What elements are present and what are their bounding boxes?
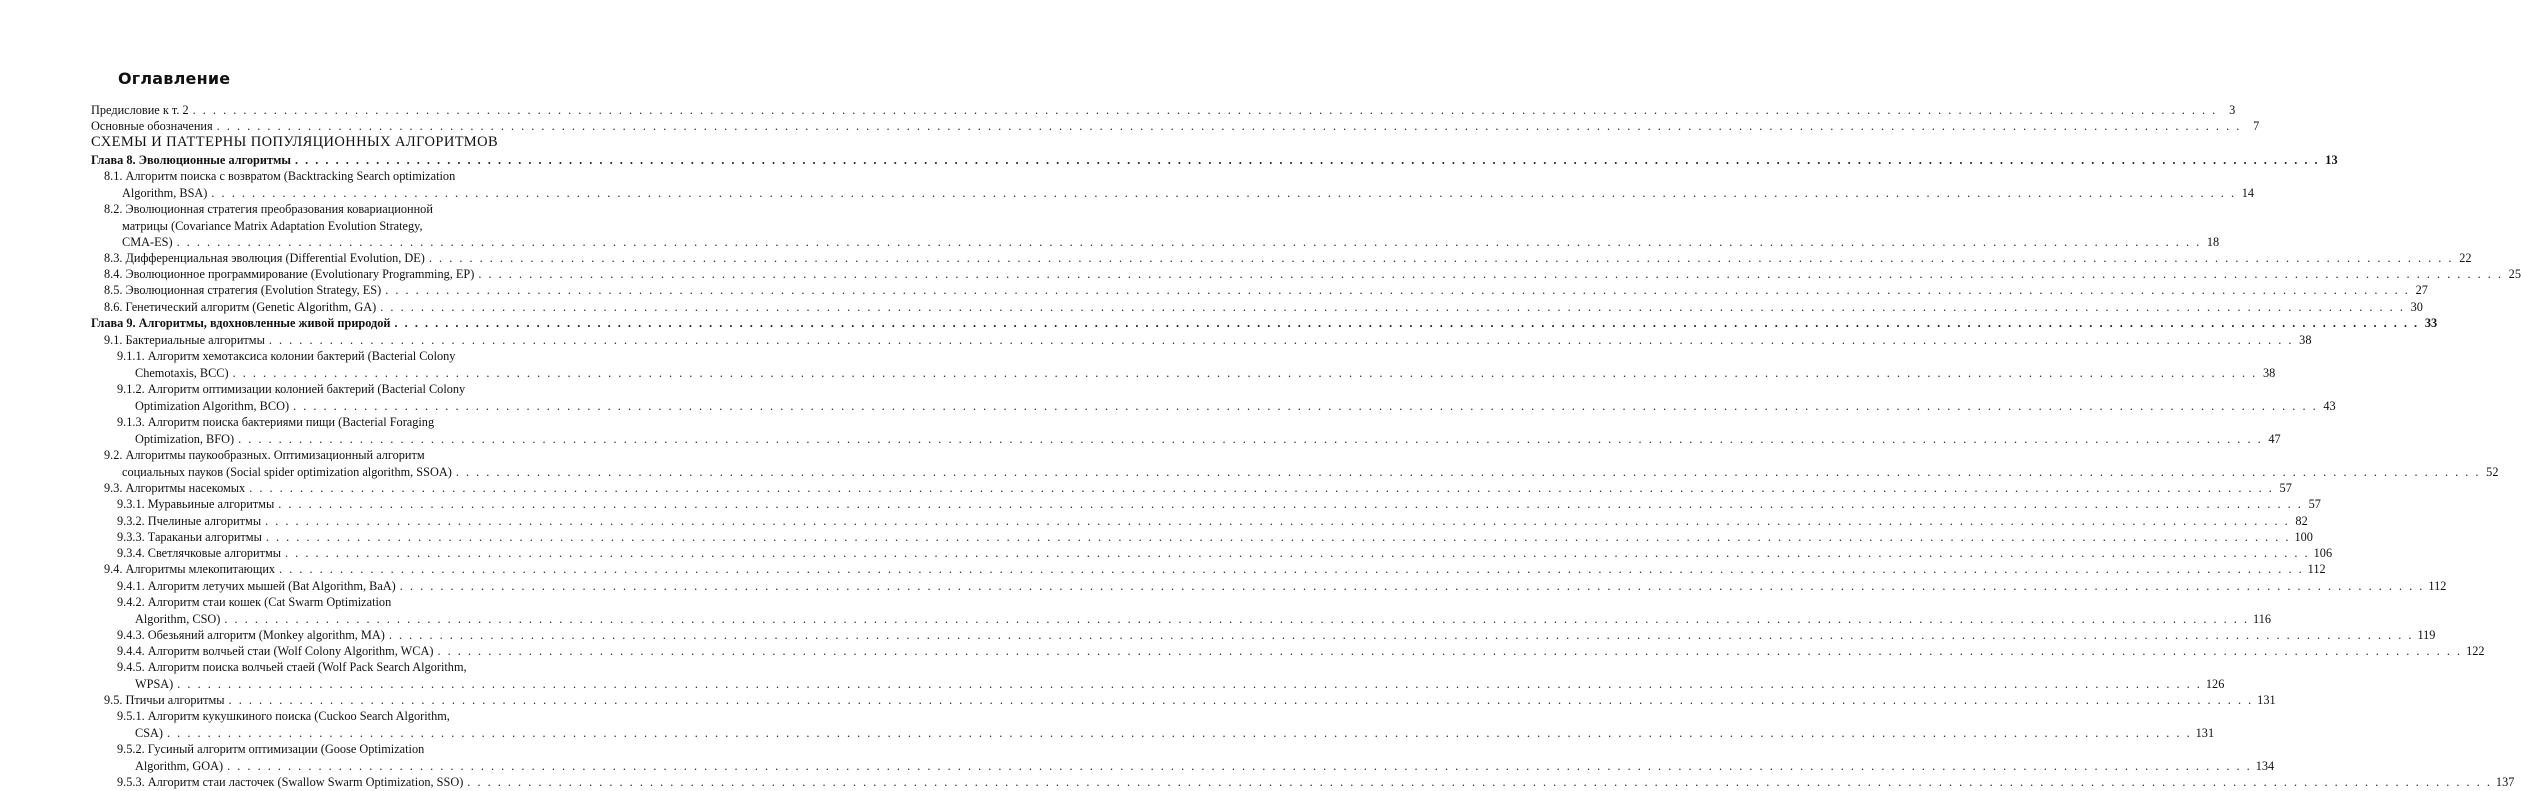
page-number: 119 — [2417, 628, 2436, 642]
page-number: 131 — [2195, 725, 2215, 740]
page-number: 116 — [2253, 611, 2272, 626]
dot-leader: . . . . . . . . . . . . . . . . . . . . . . . . . . . . . . . . . . . . . . . . . . . . . . . . . . . . . . . . . . . . . . . . . . . . . . . . . . . . . . . . . . . . . . . . . . . . . . . . . . . . . . . . . . . . . . . . . . . . . . . . . . . . . . . . . . . . . . . . . . . . . . . . . . . . . . . . . . . . . . . . . . . . . . . . . . . . . . . . . . . . . . . . . . . . . . . . . . . . . . . . — [279, 562, 2304, 576]
page-number: 25 — [2508, 267, 2521, 281]
toc-entry[interactable] — [117, 381, 2336, 414]
page-number: 38 — [2262, 365, 2276, 380]
toc-entry[interactable] — [117, 578, 2447, 595]
dot-leader: . . . . . . . . . . . . . . . . . . . . . . . . . . . . . . . . . . . . . . . . . . . . . . . . . . . . . . . . . . . . . . . . . . . . . . . . . . . . . . . . . . . . . . . . . . . . . . . . . . . . . . . . . . . . . . . . . . . . . . . . . . . . . . . . . . . . . . . . . . . . . . . . . . . . . . . . . . . . . . . . . . . . . . . . . . . . . . . . . . . . . . . . . . . . . . . . . . . . . . . . — [294, 153, 2320, 167]
toc-entry-line — [104, 168, 518, 185]
toc-entry-line — [117, 365, 2276, 382]
toc-entry-line — [117, 545, 2333, 562]
toc-entry[interactable] — [104, 266, 2521, 283]
toc-entry-line — [91, 152, 2338, 169]
toc-entry-line — [104, 299, 2423, 316]
dot-leader: . . . . . . . . . . . . . . . . . . . . . . . . . . . . . . . . . . . . . . . . . . . . . . . . . . . . . . . . . . . . . . . . . . . . . . . . . . . . . . . . . . . . . . . . . . . . . . . . . . . . . . . . . . . . . . . . . . . . . . . . . . . . . . . . . . . . . . . . . . . . . . . . . . . . . . . . . . . . . . . . . . . . . . . . . . . . . . . . . . . . . . . . . . . . . . . . . . . . . . . . — [249, 481, 2274, 495]
page-title: Оглавление — [118, 69, 231, 88]
dot-leader: . . . . . . . . . . . . . . . . . . . . . . . . . . . . . . . . . . . . . . . . . . . . . . . . . . . . . . . . . . . . . . . . . . . . . . . . . . . . . . . . . . . . . . . . . . . . . . . . . . . . . . . . . . . . . . . . . . . . . . . . . . . . . . . . . . . . . . . . . . . . . . . . . . . . . . . . . . . . . . . . . . . . . . . . . . . . . . . . . . . . . . . . . . . . . . . . . . . . . . . . — [265, 514, 2290, 528]
toc-entry-line — [104, 282, 2428, 299]
dot-leader: . . . . . . . . . . . . . . . . . . . . . . . . . . . . . . . . . . . . . . . . . . . . . . . . . . . . . . . . . . . . . . . . . . . . . . . . . . . . . . . . . . . . . . . . . . . . . . . . . . . . . . . . . . . . . . . . . . . . . . . . . . . . . . . . . . . . . . . . . . . . . . . . . . . . . . . . . . . . . . . . . . . . . . . . . . . . . . . . . . . . . . . . . . . . . . . . . . . . . . . . — [211, 185, 2237, 200]
toc-entry-text: 9.4.4. Алгоритм волчьей стаи (Wolf Colony Algorithm, WCA) — [117, 644, 434, 658]
toc-entry-text: 9.3.4. Светлячковые алгоритмы — [117, 546, 282, 560]
page-number: 7 — [2253, 119, 2260, 133]
dot-leader: . . . . . . . . . . . . . . . . . . . . . . . . . . . . . . . . . . . . . . . . . . . . . . . . . . . . . . . . . . . . . . . . . . . . . . . . . . . . . . . . . . . . . . . . . . . . . . . . . . . . . . . . . . . . . . . . . . . . . . . . . . . . . . . . . . . . . . . . . . . . . . . . . . . . . . . . . . . . . . . . . . . . . . . . . . . . . . . . . . . . . . . . . . . . . . . . . . . . . . . . — [224, 611, 2250, 626]
toc-entry-text: CSA) — [135, 725, 164, 740]
page-number: 57 — [2308, 497, 2321, 511]
toc-entry-text: 9.5.3. Алгоритм стаи ласточек (Swallow Swarm Optimization, SSO) — [117, 775, 464, 789]
toc-entry-line — [91, 102, 2236, 119]
toc-entry-line — [117, 627, 2436, 644]
toc-entry[interactable] — [104, 480, 2292, 497]
dot-leader: . . . . . . . . . . . . . . . . . . . . . . . . . . . . . . . . . . . . . . . . . . . . . . . . . . . . . . . . . . . . . . . . . . . . . . . . . . . . . . . . . . . . . . . . . . . . . . . . . . . . . . . . . . . . . . . . . . . . . . . . . . . . . . . . . . . . . . . . . . . . . . . . . . . . . . . . . . . . . . . . . . . . . . . . . . . . . . . . . . . . . . . . . . . . . . . . . . . . . . . . — [278, 497, 2303, 511]
toc-entry[interactable] — [104, 282, 2428, 299]
toc-entry-text: 8.2. Эволюционная стратегия преобразования ковариационной — [104, 202, 433, 216]
page-number: 14 — [2241, 185, 2255, 200]
toc-entry-line — [104, 218, 518, 235]
dot-leader: . . . . . . . . . . . . . . . . . . . . . . . . . . . . . . . . . . . . . . . . . . . . . . . . . . . . . . . . . . . . . . . . . . . . . . . . . . . . . . . . . . . . . . . . . . . . . . . . . . . . . . . . . . . . . . . . . . . . . . . . . . . . . . . . . . . . . . . . . . . . . . . . . . . . . . . . . . . . . . . . . . . . . . . . . . . . . . . . . . . . . . . . . . . . . . . . . . . . . . . . — [455, 464, 2481, 479]
toc-entry-text: 9.1.3. Алгоритм поиска бактериями пищи (Bacterial Foraging — [117, 415, 435, 429]
page-number: 52 — [2486, 464, 2499, 479]
toc-entry-text: 9.1.2. Алгоритм оптимизации колонией бактерий (Bacterial Colony — [117, 382, 466, 396]
toc-entry-text: 9.5.1. Алгоритм кукушкиного поиска (Cuckoo Search Algorithm, — [117, 709, 450, 723]
toc-entry-line — [104, 561, 2326, 578]
toc-entry-line — [117, 643, 2485, 660]
dot-leader: . . . . . . . . . . . . . . . . . . . . . . . . . . . . . . . . . . . . . . . . . . . . . . . . . . . . . . . . . . . . . . . . . . . . . . . . . . . . . . . . . . . . . . . . . . . . . . . . . . . . . . . . . . . . . . . . . . . . . . . . . . . . . . . . . . . . . . . . . . . . . . . . . . . . . . . . . . . . . . . . . . . . . . . . . . . . . . . . . . . . . . . . . . . . . . . . . . . . . . . . — [265, 530, 2291, 544]
toc-entry-text: Основные обозначения — [91, 119, 213, 133]
toc-entry-text: 8.6. Генетический алгоритм (Genetic Algorithm, GA) — [104, 300, 377, 314]
dot-leader: . . . . . . . . . . . . . . . . . . . . . . . . . . . . . . . . . . . . . . . . . . . . . . . . . . . . . . . . . . . . . . . . . . . . . . . . . . . . . . . . . . . . . . . . . . . . . . . . . . . . . . . . . . . . . . . . . . . . . . . . . . . . . . . . . . . . . . . . . . . . . . . . . . . . . . . . . . . . . . . . . . . . . . . . . . . . . . . . . . . . . . . . . . . . . . . . . . . . . . . . — [192, 103, 2218, 117]
dot-leader: . . . . . . . . . . . . . . . . . . . . . . . . . . . . . . . . . . . . . . . . . . . . . . . . . . . . . . . . . . . . . . . . . . . . . . . . . . . . . . . . . . . . . . . . . . . . . . . . . . . . . . . . . . . . . . . . . . . . . . . . . . . . . . . . . . . . . . . . . . . . . . . . . . . . . . . . . . . . . . . . . . . . . . . . . . . . . . . . . . . . . . . . . . . . . . . . . . . . . . . . — [428, 251, 2454, 265]
toc-entry[interactable] — [117, 545, 2333, 562]
toc-entry-line — [117, 594, 518, 611]
toc-entry[interactable] — [117, 741, 2275, 774]
toc-entry-text: Optimization Algorithm, BCO) — [135, 398, 290, 413]
toc-entry-line — [117, 398, 2336, 415]
dot-leader: . . . . . . . . . . . . . . . . . . . . . . . . . . . . . . . . . . . . . . . . . . . . . . . . . . . . . . . . . . . . . . . . . . . . . . . . . . . . . . . . . . . . . . . . . . . . . . . . . . . . . . . . . . . . . . . . . . . . . . . . . . . . . . . . . . . . . . . . . . . . . . . . . . . . . . . . . . . . . . . . . . . . . . . . . . . . . . . . . . . . . . . . . . . . . . . . . . . . . . . . — [216, 119, 2242, 133]
toc-entry-line — [104, 185, 2255, 202]
page-number: 33 — [2424, 316, 2438, 330]
page-number: 18 — [2206, 235, 2220, 249]
toc-entry[interactable] — [117, 594, 2272, 627]
dot-leader: . . . . . . . . . . . . . . . . . . . . . . . . . . . . . . . . . . . . . . . . . . . . . . . . . . . . . . . . . . . . . . . . . . . . . . . . . . . . . . . . . . . . . . . . . . . . . . . . . . . . . . . . . . . . . . . . . . . . . . . . . . . . . . . . . . . . . . . . . . . . . . . . . . . . . . . . . . . . . . . . . . . . . . . . . . . . . . . . . . . . . . . . . . . . . . . . . . . . . . . . — [388, 628, 2414, 642]
toc-entry[interactable] — [117, 348, 2276, 381]
toc-entry[interactable] — [117, 774, 2515, 791]
toc-entry-text: 8.1. Алгоритм поиска с возвратом (Backtracking Search optimization — [104, 169, 456, 183]
toc-entry[interactable] — [117, 496, 2321, 513]
toc-entry-line — [117, 414, 518, 431]
toc-entry-line — [117, 496, 2321, 513]
toc-entry-text: WPSA) — [135, 676, 174, 691]
toc-entry[interactable] — [91, 102, 2236, 119]
toc-entry-text: 9.2. Алгоритмы паукообразных. Оптимизационный алгоритм — [104, 448, 425, 462]
toc-entry-line — [117, 348, 518, 365]
toc-entry-text: Глава 9. Алгоритмы, вдохновленные живой природой — [91, 316, 391, 330]
toc-entry-line — [104, 447, 518, 464]
toc-entry-text: 9.4.5. Алгоритм поиска волчьей стаей (Wolf Pack Search Algorithm, — [117, 660, 467, 674]
page-number: 134 — [2255, 758, 2275, 773]
toc-entry[interactable] — [91, 315, 2438, 332]
dot-leader: . . . . . . . . . . . . . . . . . . . . . . . . . . . . . . . . . . . . . . . . . . . . . . . . . . . . . . . . . . . . . . . . . . . . . . . . . . . . . . . . . . . . . . . . . . . . . . . . . . . . . . . . . . . . . . . . . . . . . . . . . . . . . . . . . . . . . . . . . . . . . . . . . . . . . . . . . . . . . . . . . . . . . . . . . . . . . . . . . . . . . . . . . . . . . . . . . . . . . . . . — [385, 283, 2410, 297]
page-number: 13 — [2325, 153, 2338, 167]
toc-entry-text: 9.4. Алгоритмы млекопитающих — [104, 562, 276, 576]
toc-entry[interactable] — [117, 513, 2308, 530]
toc-entry-text: 9.5. Птичьи алгоритмы — [104, 693, 225, 707]
toc-entry-text: 9.3.2. Пчелиные алгоритмы — [117, 514, 262, 528]
toc-entry-line — [117, 513, 2308, 530]
toc-entry-line — [91, 118, 2260, 135]
dot-leader: . . . . . . . . . . . . . . . . . . . . . . . . . . . . . . . . . . . . . . . . . . . . . . . . . . . . . . . . . . . . . . . . . . . . . . . . . . . . . . . . . . . . . . . . . . . . . . . . . . . . . . . . . . . . . . . . . . . . . . . . . . . . . . . . . . . . . . . . . . . . . . . . . . . . . . . . . . . . . . . . . . . . . . . . . . . . . . . . . . . . . . . . . . . . . . . . . . . . . . . . — [232, 365, 2258, 380]
toc-entry[interactable] — [104, 250, 2472, 267]
page-number: 131 — [2257, 693, 2276, 707]
dot-leader: . . . . . . . . . . . . . . . . . . . . . . . . . . . . . . . . . . . . . . . . . . . . . . . . . . . . . . . . . . . . . . . . . . . . . . . . . . . . . . . . . . . . . . . . . . . . . . . . . . . . . . . . . . . . . . . . . . . . . . . . . . . . . . . . . . . . . . . . . . . . . . . . . . . . . . . . . . . . . . . . . . . . . . . . . . . . . . . . . . . . . . . . . . . . . . . . . . . . . . . . — [478, 267, 2503, 281]
dot-leader: . . . . . . . . . . . . . . . . . . . . . . . . . . . . . . . . . . . . . . . . . . . . . . . . . . . . . . . . . . . . . . . . . . . . . . . . . . . . . . . . . . . . . . . . . . . . . . . . . . . . . . . . . . . . . . . . . . . . . . . . . . . . . . . . . . . . . . . . . . . . . . . . . . . . . . . . . . . . . . . . . . . . . . . . . . . . . . . . . . . . . . . . . . . . . . . . . . . . . . . . — [167, 725, 2192, 740]
page-number: 112 — [2428, 579, 2447, 593]
toc-entry[interactable] — [104, 692, 2276, 709]
toc-entry-text: 9.3.1. Муравьиные алгоритмы — [117, 497, 275, 511]
toc-entry-text: социальных пауков (Social spider optimization algorithm, SSOA) — [122, 464, 452, 479]
toc-entry-line — [117, 381, 518, 398]
dot-leader: . . . . . . . . . . . . . . . . . . . . . . . . . . . . . . . . . . . . . . . . . . . . . . . . . . . . . . . . . . . . . . . . . . . . . . . . . . . . . . . . . . . . . . . . . . . . . . . . . . . . . . . . . . . . . . . . . . . . . . . . . . . . . . . . . . . . . . . . . . . . . . . . . . . . . . . . . . . . . . . . . . . . . . . . . . . . . . . . . . . . . . . . . . . . . . . . . . . . . . . . — [176, 235, 2202, 249]
dot-leader: . . . . . . . . . . . . . . . . . . . . . . . . . . . . . . . . . . . . . . . . . . . . . . . . . . . . . . . . . . . . . . . . . . . . . . . . . . . . . . . . . . . . . . . . . . . . . . . . . . . . . . . . . . . . . . . . . . . . . . . . . . . . . . . . . . . . . . . . . . . . . . . . . . . . . . . . . . . . . . . . . . . . . . . . . . . . . . . . . . . . . . . . . . . . . . . . . . . . . . . . — [293, 398, 2318, 413]
toc-entry-text: 9.5.2. Гусиный алгоритм оптимизации (Goose Optimization — [117, 742, 425, 756]
toc-entry[interactable] — [117, 529, 2313, 546]
toc-entry-line — [104, 201, 518, 218]
toc-entry-line — [117, 431, 2281, 448]
toc-entry-text: 8.4. Эволюционное программирование (Evolutionary Programming, EP) — [104, 267, 475, 281]
toc-entry[interactable] — [104, 299, 2423, 316]
toc-entry-line — [104, 234, 2220, 251]
toc-entry-text: 9.3. Алгоритмы насекомых — [104, 481, 246, 495]
toc-entry-line — [117, 676, 2225, 693]
toc-entry[interactable] — [117, 627, 2436, 644]
page-number: 57 — [2279, 481, 2292, 495]
toc-entry[interactable] — [117, 643, 2485, 660]
toc-entry-text: Optimization, BFO) — [135, 431, 235, 446]
toc-entry-text: 9.1. Бактериальные алгоритмы — [104, 333, 265, 347]
dot-leader: . . . . . . . . . . . . . . . . . . . . . . . . . . . . . . . . . . . . . . . . . . . . . . . . . . . . . . . . . . . . . . . . . . . . . . . . . . . . . . . . . . . . . . . . . . . . . . . . . . . . . . . . . . . . . . . . . . . . . . . . . . . . . . . . . . . . . . . . . . . . . . . . . . . . . . . . . . . . . . . . . . . . . . . . . . . . . . . . . . . . . . . . . . . . . . . . . . . . . . . . — [177, 676, 2202, 691]
toc-entry-text: 8.5. Эволюционная стратегия (Evolution Strategy, ES) — [104, 283, 382, 297]
page-number: 106 — [2313, 546, 2333, 560]
page-number: 30 — [2410, 300, 2423, 314]
toc-entry-text: Глава 8. Эволюционные алгоритмы — [91, 153, 291, 167]
toc-entry-line — [117, 741, 518, 758]
dot-leader: . . . . . . . . . . . . . . . . . . . . . . . . . . . . . . . . . . . . . . . . . . . . . . . . . . . . . . . . . . . . . . . . . . . . . . . . . . . . . . . . . . . . . . . . . . . . . . . . . . . . . . . . . . . . . . . . . . . . . . . . . . . . . . . . . . . . . . . . . . . . . . . . . . . . . . . . . . . . . . . . . . . . . . . . . . . . . . . . . . . . . . . . . . . . . . . . . . . . . . . . — [380, 300, 2405, 314]
page-number: 3 — [2229, 103, 2236, 117]
page-number: 47 — [2268, 431, 2281, 446]
toc-entry-line — [104, 692, 2276, 709]
toc-entry-line — [104, 250, 2472, 267]
toc-entry-line — [117, 774, 2515, 791]
toc-entry-line — [117, 725, 2215, 742]
toc-entry-line — [91, 315, 2438, 332]
toc-entry-line — [104, 266, 2521, 283]
toc-entry-text: Предисловие к т. 2 — [91, 103, 189, 117]
dot-leader: . . . . . . . . . . . . . . . . . . . . . . . . . . . . . . . . . . . . . . . . . . . . . . . . . . . . . . . . . . . . . . . . . . . . . . . . . . . . . . . . . . . . . . . . . . . . . . . . . . . . . . . . . . . . . . . . . . . . . . . . . . . . . . . . . . . . . . . . . . . . . . . . . . . . . . . . . . . . . . . . . . . . . . . . . . . . . . . . . . . . . . . . . . . . . . . . . . . . . . . . — [238, 431, 2263, 446]
toc-entry-text: 9.4.3. Обезьяний алгоритм (Monkey algorithm, MA) — [117, 628, 385, 642]
page-number: 122 — [2466, 644, 2485, 658]
toc-entry[interactable] — [104, 447, 2499, 480]
toc-entry-text: 9.4.2. Алгоритм стаи кошек (Cat Swarm Optimization — [117, 595, 392, 609]
page-number: 126 — [2205, 676, 2225, 691]
toc-entry[interactable] — [104, 201, 2220, 251]
dot-leader: . . . . . . . . . . . . . . . . . . . . . . . . . . . . . . . . . . . . . . . . . . . . . . . . . . . . . . . . . . . . . . . . . . . . . . . . . . . . . . . . . . . . . . . . . . . . . . . . . . . . . . . . . . . . . . . . . . . . . . . . . . . . . . . . . . . . . . . . . . . . . . . . . . . . . . . . . . . . . . . . . . . . . . . . . . . . . . . . . . . . . . . . . . . . . . . . . . . . . . . . — [228, 693, 2254, 707]
page-number: 137 — [2495, 775, 2515, 789]
toc-entry[interactable] — [117, 414, 2281, 447]
toc-entry-text: CMA-ES) — [122, 235, 173, 249]
page-number: 38 — [2299, 333, 2312, 347]
page-number: 22 — [2459, 251, 2472, 265]
toc-entry-line — [117, 659, 518, 676]
dot-leader: . . . . . . . . . . . . . . . . . . . . . . . . . . . . . . . . . . . . . . . . . . . . . . . . . . . . . . . . . . . . . . . . . . . . . . . . . . . . . . . . . . . . . . . . . . . . . . . . . . . . . . . . . . . . . . . . . . . . . . . . . . . . . . . . . . . . . . . . . . . . . . . . . . . . . . . . . . . . . . . . . . . . . . . . . . . . . . . . . . . . . . . . . . . . . . . . . . . . . . . . — [437, 644, 2463, 658]
toc-entry-text: матрицы (Covariance Matrix Adaptation Evolution Strategy, — [122, 218, 423, 233]
toc-entry-line — [104, 480, 2292, 497]
toc-entry-text: Algorithm, CSO) — [135, 611, 221, 626]
page-number: 112 — [2307, 562, 2326, 576]
part-title: СХЕМЫ И ПАТТЕРНЫ ПОПУЛЯЦИОННЫХ АЛГОРИТМОВ — [91, 134, 499, 150]
dot-leader: . . . . . . . . . . . . . . . . . . . . . . . . . . . . . . . . . . . . . . . . . . . . . . . . . . . . . . . . . . . . . . . . . . . . . . . . . . . . . . . . . . . . . . . . . . . . . . . . . . . . . . . . . . . . . . . . . . . . . . . . . . . . . . . . . . . . . . . . . . . . . . . . . . . . . . . . . . . . . . . . . . . . . . . . . . . . . . . . . . . . . . . . . . . . . . . . . . . . . . . . — [227, 758, 2252, 773]
toc-entry-line — [117, 708, 518, 725]
dot-leader: . . . . . . . . . . . . . . . . . . . . . . . . . . . . . . . . . . . . . . . . . . . . . . . . . . . . . . . . . . . . . . . . . . . . . . . . . . . . . . . . . . . . . . . . . . . . . . . . . . . . . . . . . . . . . . . . . . . . . . . . . . . . . . . . . . . . . . . . . . . . . . . . . . . . . . . . . . . . . . . . . . . . . . . . . . . . . . . . . . . . . . . . . . . . . . . . . . . . . . . . — [285, 546, 2310, 560]
toc-entry-line — [117, 529, 2313, 546]
dot-leader: . . . . . . . . . . . . . . . . . . . . . . . . . . . . . . . . . . . . . . . . . . . . . . . . . . . . . . . . . . . . . . . . . . . . . . . . . . . . . . . . . . . . . . . . . . . . . . . . . . . . . . . . . . . . . . . . . . . . . . . . . . . . . . . . . . . . . . . . . . . . . . . . . . . . . . . . . . . . . . . . . . . . . . . . . . . . . . . . . . . . . . . . . . . . . . . . . . . . . . . . — [399, 579, 2425, 593]
toc-entry-line — [104, 464, 2499, 481]
toc-entry-text: 9.1.1. Алгоритм хемотаксиса колонии бактерий (Bacterial Colony — [117, 349, 456, 363]
toc-entry-text: 9.4.1. Алгоритм летучих мышей (Bat Algorithm, BaA) — [117, 579, 396, 593]
toc-entry[interactable] — [104, 332, 2312, 349]
toc-entry-line — [117, 578, 2447, 595]
toc-entry[interactable] — [91, 118, 2260, 135]
toc-entry-text: Algorithm, BSA) — [122, 185, 208, 200]
toc-entry-text: 8.3. Дифференциальная эволюция (Differential Evolution, DE) — [104, 251, 425, 265]
toc-entry-text: Algorithm, GOA) — [135, 758, 224, 773]
toc-entry-text: 9.3.3. Тараканьи алгоритмы — [117, 530, 262, 544]
toc-entry-line — [104, 332, 2312, 349]
page-number: 43 — [2323, 398, 2336, 413]
page-number: 82 — [2295, 514, 2308, 528]
toc-entry-text: Chemotaxis, BCC) — [135, 365, 229, 380]
dot-leader: . . . . . . . . . . . . . . . . . . . . . . . . . . . . . . . . . . . . . . . . . . . . . . . . . . . . . . . . . . . . . . . . . . . . . . . . . . . . . . . . . . . . . . . . . . . . . . . . . . . . . . . . . . . . . . . . . . . . . . . . . . . . . . . . . . . . . . . . . . . . . . . . . . . . . . . . . . . . . . . . . . . . . . . . . . . . . . . . . . . . . . . . . . . . . . . . . . . . . . . . — [467, 775, 2492, 789]
page-number: 100 — [2294, 530, 2313, 544]
dot-leader: . . . . . . . . . . . . . . . . . . . . . . . . . . . . . . . . . . . . . . . . . . . . . . . . . . . . . . . . . . . . . . . . . . . . . . . . . . . . . . . . . . . . . . . . . . . . . . . . . . . . . . . . . . . . . . . . . . . . . . . . . . . . . . . . . . . . . . . . . . . . . . . . . . . . . . . . . . . . . . . . . . . . . . . . . . . . . . . . . . . . . . . . . . . . . . . . . . . . . . . . — [268, 333, 2294, 347]
toc-entry[interactable] — [117, 708, 2215, 741]
dot-leader: . . . . . . . . . . . . . . . . . . . . . . . . . . . . . . . . . . . . . . . . . . . . . . . . . . . . . . . . . . . . . . . . . . . . . . . . . . . . . . . . . . . . . . . . . . . . . . . . . . . . . . . . . . . . . . . . . . . . . . . . . . . . . . . . . . . . . . . . . . . . . . . . . . . . . . . . . . . . . . . . . . . . . . . . . . . . . . . . . . . . . . . . . . . . . . . . . . . . . . . . — [394, 316, 2420, 330]
toc-entry[interactable] — [104, 561, 2326, 578]
toc-entry-line — [117, 758, 2275, 775]
toc-entry-line — [117, 611, 2272, 628]
toc-entry[interactable] — [104, 168, 2255, 201]
toc-entry[interactable] — [91, 152, 2338, 169]
toc-entry[interactable] — [117, 659, 2225, 692]
page-number: 27 — [2415, 283, 2428, 297]
